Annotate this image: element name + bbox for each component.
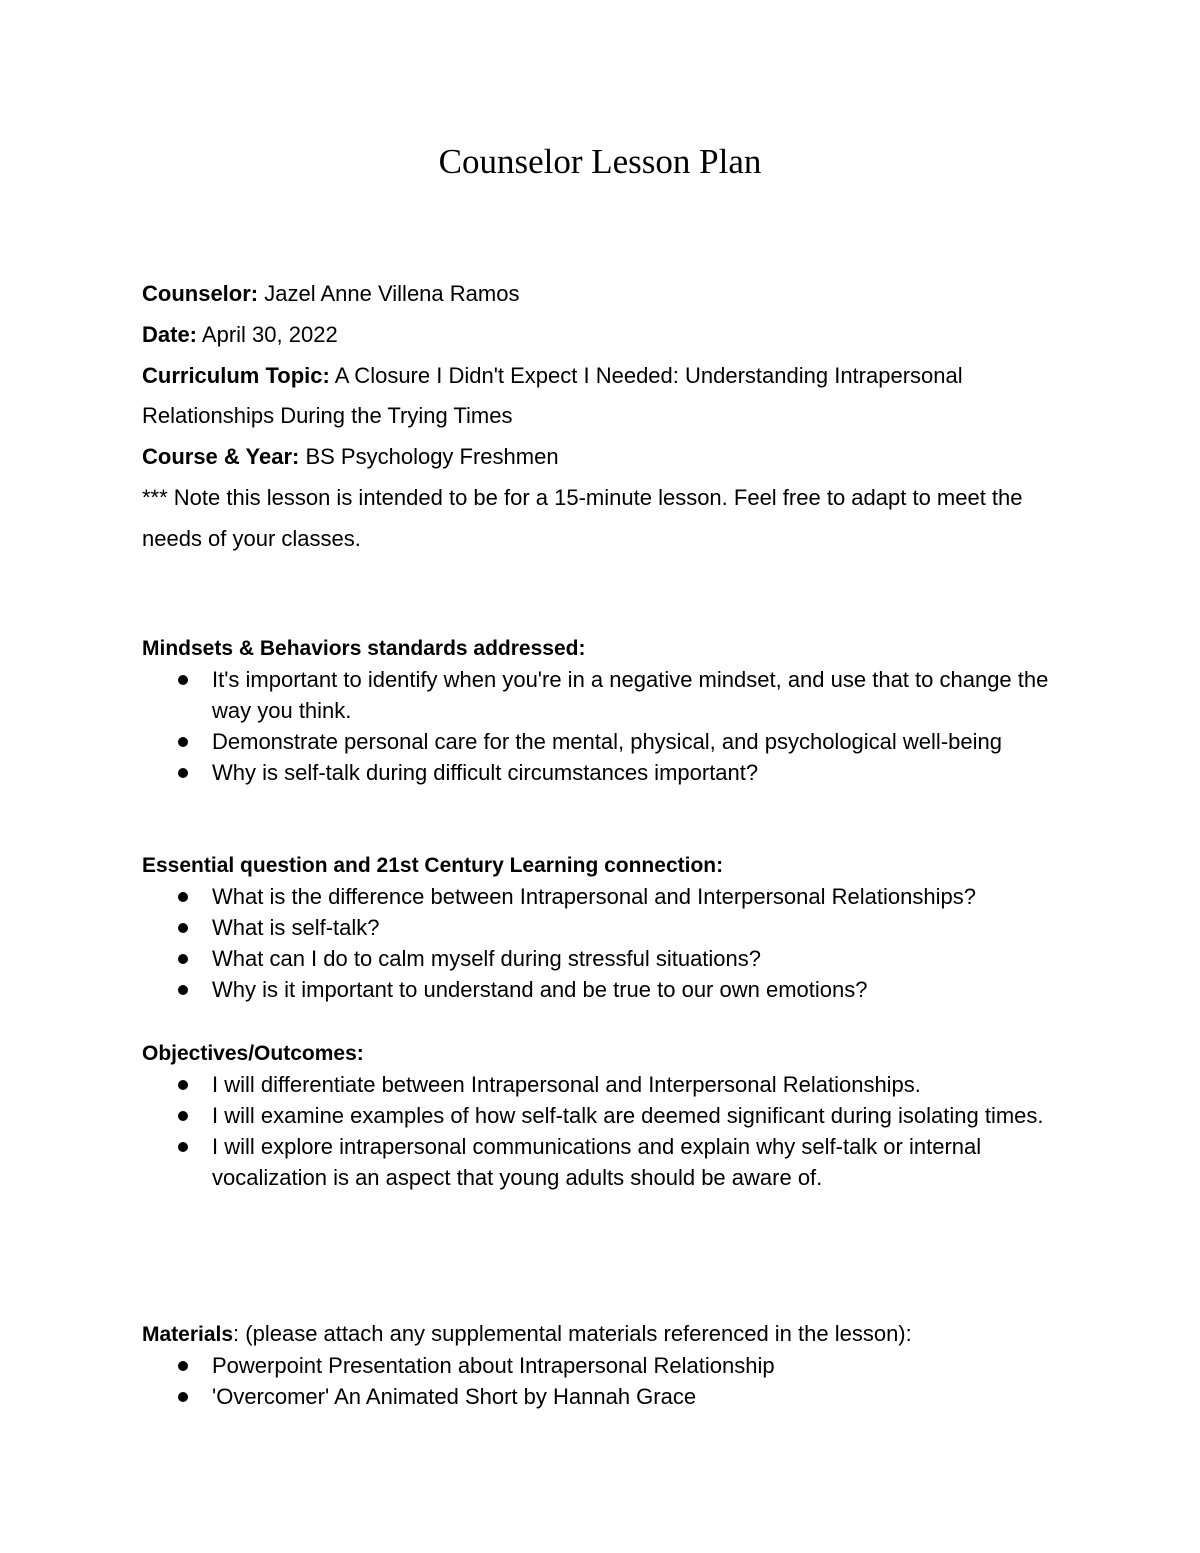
objectives-section (142, 1038, 1072, 1193)
topic-line (142, 356, 1042, 438)
bullet-icon (178, 675, 188, 685)
list-item: What can I do to calm myself during stressful situations? (142, 943, 1072, 974)
counselor-label: Counselor: (142, 281, 259, 306)
date-value: April 30, 2022 (201, 321, 338, 347)
essential-section (142, 850, 1072, 1005)
course-label: Course & Year: (142, 444, 300, 470)
bullet-icon (178, 1080, 188, 1090)
list-item: Demonstrate personal care for the mental, physical, and psychological well-being (142, 726, 1072, 757)
bullet-icon (178, 768, 188, 778)
materials-list (142, 1350, 1072, 1412)
course-line (142, 437, 1072, 478)
objectives-list (142, 1069, 1072, 1193)
bullet-icon (178, 954, 188, 964)
counselor-value: Jazel Anne Villena Ramos (264, 281, 520, 306)
bullet-icon (178, 1361, 188, 1371)
objectives-heading: Objectives/Outcomes: (142, 1042, 364, 1065)
list-item: Powerpoint Presentation about Intrapersonal Relationship (142, 1350, 1072, 1381)
bullet-icon (178, 737, 188, 747)
mindsets-heading: Mindsets & Behaviors standards addressed: (142, 637, 586, 660)
bullet-icon (178, 892, 188, 902)
materials-section (142, 1318, 1072, 1412)
list-item: I will examine examples of how self-talk are deemed significant during isolating times. (142, 1100, 1072, 1131)
bullet-icon (178, 985, 188, 995)
bullet-icon (178, 1142, 188, 1152)
list-item: Why is it important to understand and be true to our own emotions? (142, 974, 1072, 1005)
list-item: Why is self-talk during difficult circumstances important? (142, 757, 1072, 788)
bullet-icon (178, 1111, 188, 1121)
bullet-icon (178, 1392, 188, 1402)
materials-label: Materials (142, 1323, 234, 1346)
topic-label: Curriculum Topic: (142, 362, 330, 388)
document-title: Counselor Lesson Plan (438, 142, 762, 181)
bullet-icon (178, 923, 188, 933)
date-label: Date: (142, 321, 198, 347)
materials-instruction: : (please attach any supplemental materials referenced in the lesson): (233, 1321, 912, 1346)
essential-heading: Essential question and 21st Century Learning connection: (142, 854, 724, 877)
date-line (142, 315, 1072, 356)
list-item: What is the difference between Intrapersonal and Interpersonal Relationships? (142, 881, 1072, 912)
course-value: BS Psychology Freshmen (305, 444, 559, 470)
list-item: What is self-talk? (142, 912, 1072, 943)
topic-value: A Closure I Didn't Expect I Needed: Understanding Intrapersonal Relationships During the Trying Times (142, 362, 963, 429)
mindsets-list (142, 664, 1072, 788)
counselor-line (142, 274, 1072, 315)
materials-heading (142, 1318, 1072, 1350)
lesson-note: *** Note this lesson is intended to be for a 15-minute lesson. Feel free to adapt to meet the needs of your classes. (142, 484, 1023, 551)
list-item: 'Overcomer' An Animated Short by Hannah Grace (142, 1381, 1072, 1412)
list-item: I will differentiate between Intrapersonal and Interpersonal Relationships. (142, 1069, 1072, 1100)
essential-list (142, 881, 1072, 1005)
mindsets-section (142, 633, 1072, 788)
list-item: It's important to identify when you're in a negative mindset, and use that to change the way you think. (142, 664, 1072, 726)
lesson-meta (142, 274, 1072, 560)
list-item: I will explore intrapersonal communications and explain why self-talk or internal vocalization is an aspect that young adults should be aware of. (142, 1131, 1072, 1193)
